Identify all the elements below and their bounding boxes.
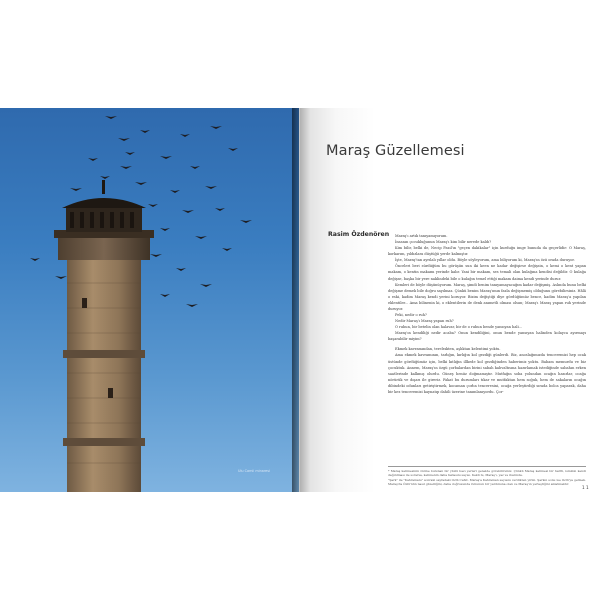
paragraph: İşte, Maraş'tan ayrılalı yıllar oldu. Böyle söyleyorum, ama biliyorum ki, Maraş'ın özü orada duruyor.: [395, 258, 575, 263]
article-author: Rasim Özdenören: [328, 231, 390, 238]
page-number: 1 1: [582, 485, 589, 490]
paragraph: Maraş'ı artık tanıyamıyorum.: [395, 234, 448, 238]
paragraph: Kemleri de böyle düşünüyorum. Maraş, şimdi benim tanıyamayacağım kadar değişmiş. Aslında bunu belki değişme demek bile doğru sayılmaz. Çünkü benim Maraş'ımın fazla değişmemiş olduğunu görebilirsiniz. Hâlâ o eski, kadim Maraş kendi yerini koruyor. Bizim değiştiği diye gördüğümüz bence, kadim Maraş'a yapılan eklentiler... Ama bilinenin ki, o eklentilerin de denk anımetli olması olsun; Maraş'ı Maraş yapan ruh yerinde duruyor.: [388, 282, 586, 311]
footnotes: [388, 466, 586, 486]
paragraph: Peki, nedir o ruh?: [395, 313, 427, 318]
book-gutter: [292, 108, 318, 492]
minaret-illustration: [0, 108, 299, 492]
photo-caption: Ulu Camii minaresi: [238, 469, 270, 473]
paragraph: İnsanın çocukluğunun Maraş'ı kim bilir nerede kaldı?: [395, 240, 492, 245]
minaret-photo: [0, 108, 299, 492]
paragraph: Önceleri beri sürdüğüm bu görüşün sun iki keen ne kadar değişirse değişsin, o kemi o kent yapan makam, o kentin makamı yerinde kalır. Yani bir makam, ses temali olan kulağına kendisi değildir. O kulağa değişse, başka bir yere naklindeki bile o kulağın temel ettiği makam daima kendi yerinde durur.: [388, 264, 586, 281]
article-body: [388, 233, 586, 395]
paragraph: Ama ekmek kavramının, tarlığın, kırlığın kol gezdiği günlerdi. Biz, anoslağımızda tenceremizi hep ocak üstünde gördüğümüz için, belki kıtlığın illkede kol gezdiğinden haberimiz yoktu. Babam memurdu ve biz çocuktuk. Annem, Maraş'ın özgü çorbalardan birini sabah kahvaltısına hazırlamak istediğinde sabahın erken saatlerinde kalkmış olurdu. Güneş henüz doğmamıştır. Mutfağın soba yolundan ocağın hazırlar, ocağa nörürük ve dışarı ile gireriz. Fakat bu durumları tıkar ve mutfaktan hem soğuk, hem de sakaların ocağın dibindeki odunları getiriştirmek, kocaman çorba tenceresini, ocağa yerleştirdiği sırada bolca yaparak, daha bir kez tenceremizi kaynatıp dahili üzerine tanımlanıyordu. Çor-: [388, 353, 586, 394]
paragraph: Kim bilir, belki de, Necip Fazıl'ın "geçen dakikalar" için kurduğu imge bunuda da geçerlidir: O Maraş, korkarım, yıldızlara düştüğü yerde kalmıştır.: [388, 246, 586, 257]
article-title: Maraş Güzellemesi: [326, 143, 465, 159]
paragraph: O ruhun, bir betelin olan halavar, bir de o ruhun bende yansıyan hali...: [395, 325, 523, 330]
footnote: * Maraş kelimesinin önüne bulunan bir yüzlü bazı yerleri genelde görebilirsiniz. Çünkü Maraş kelimesi bir harfli, isminin kendi dağıtılması ile sorarsa, kelimenin daha fazlasını sayısı. Kekli bı, Maraş'ı, yaz ve ibarında.: [388, 469, 586, 478]
paragraph: Maraş'ın kendiliği nedir acaba? Onun kendiliğini, onun bende yansıyan halinden kolayca ayırmayı başarabilir miyim?: [388, 331, 586, 342]
footnote: "Şark" ile "Kahramanı" sonraki sayfadaki Ozlü Cahit. Maraş'a Kahraman sayısını verdikten yirmi. Şarkın sonu ise Ozlü'ya gelmek. Maraş'da Özlü'nün nasıl güzelliğini, daha doğrusunda ruhunun bir yardımına olan ve Maraş'ın yerleştiğini anlatmaktır.: [388, 477, 586, 486]
paragraph: Ekmek kavramından, tereleıkten, aşlıktan kelentimi yoktu.: [395, 347, 501, 352]
paragraph: Nedir Maraş'ı Maraş yapan ruh?: [395, 319, 454, 324]
